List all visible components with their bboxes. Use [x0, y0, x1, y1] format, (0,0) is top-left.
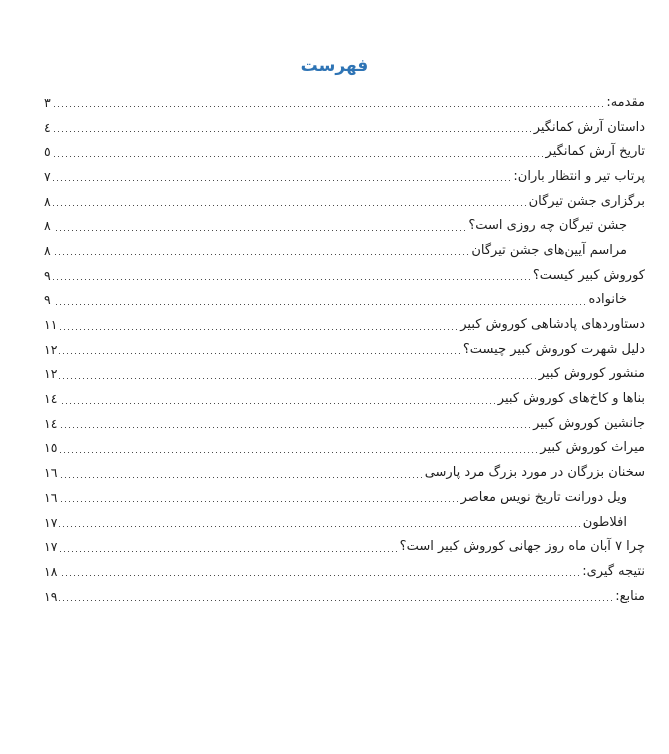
toc-entry[interactable] [44, 436, 645, 461]
toc-entry-label: ویل دورانت تاریخ نویس معاصر [460, 489, 627, 505]
dotted-leader [59, 551, 396, 552]
toc-entry-label: میراث کوروش کبیر [540, 440, 645, 456]
dotted-leader [53, 254, 469, 255]
dotted-leader [53, 230, 466, 231]
toc-entry-label: منشور کوروش کبیر [538, 366, 645, 382]
dotted-leader [59, 403, 494, 404]
dotted-leader [59, 378, 535, 379]
toc-entry-page-number: ١٥ [44, 440, 58, 456]
toc-entry[interactable] [44, 534, 645, 559]
dotted-leader [53, 279, 530, 280]
toc-entry-page-number: ٤ [44, 119, 51, 135]
toc-entry-label: مقدمه: [606, 94, 645, 110]
dotted-leader [59, 526, 579, 527]
dotted-leader [59, 427, 530, 428]
dotted-leader [53, 205, 526, 206]
toc-entry-label: سخنان بزرگان در مورد بزرگ مرد پارسی [424, 465, 645, 481]
toc-entry[interactable] [44, 263, 645, 288]
toc-entry-page-number: ١٢ [44, 341, 58, 357]
toc-entry[interactable] [44, 90, 645, 115]
toc-entry-label: دستاوردهای پادشاهی کوروش کبیر [460, 317, 645, 333]
toc-title: فهرست [300, 56, 369, 76]
toc-entry[interactable] [44, 559, 645, 584]
toc-entry-page-number: ١٢ [44, 366, 58, 382]
dotted-leader [53, 180, 511, 181]
toc-entry-label: کوروش کبیر کیست؟ [532, 267, 645, 283]
toc-entry[interactable] [44, 337, 645, 362]
toc-entry-label: بناها و کاخ‌های کوروش کبیر [497, 391, 645, 407]
toc-entry[interactable] [44, 164, 645, 189]
toc-entry-label: داستان آرش کمانگیر [533, 119, 645, 135]
toc-entry-page-number: ٥ [44, 144, 51, 160]
toc-entry[interactable] [44, 485, 645, 510]
toc-entry-page-number: ١٩ [44, 588, 58, 604]
dotted-leader [53, 304, 586, 305]
toc-entry[interactable] [44, 584, 645, 609]
toc-entry[interactable] [44, 139, 645, 164]
toc-entry[interactable] [44, 362, 645, 387]
toc-entry-label: پرتاب تیر و انتظار باران: [513, 168, 645, 184]
dotted-leader [53, 106, 604, 107]
toc-entry-page-number: ١٦ [44, 489, 58, 505]
toc-entry-page-number: ٩ [44, 292, 51, 308]
toc-entry-page-number: ١٧ [44, 514, 58, 530]
toc-entry-page-number: ٨ [44, 218, 51, 234]
toc-entry-label: دلیل شهرت کوروش کبیر چیست؟ [462, 341, 645, 357]
toc-entry-label: منابع: [615, 588, 645, 604]
dotted-leader [59, 600, 612, 601]
toc-entry-label: افلاطون [582, 514, 627, 530]
toc-list [44, 90, 645, 608]
toc-entry-page-number: ١٦ [44, 465, 58, 481]
dotted-leader [53, 156, 543, 157]
toc-entry-label: خانواده [588, 292, 627, 308]
toc-entry-label: مراسم آیین‌های جشن تیرگان [471, 242, 627, 258]
toc-entry-page-number: ١٤ [44, 415, 58, 431]
toc-entry-page-number: ١٧ [44, 539, 58, 555]
toc-entry-label: جشن تیرگان چه روزی است؟ [468, 218, 627, 234]
toc-entry[interactable] [44, 386, 645, 411]
toc-entry-page-number: ٩ [44, 267, 51, 283]
toc-entry-page-number: ١٨ [44, 563, 58, 579]
dotted-leader [53, 131, 531, 132]
toc-entry[interactable] [44, 238, 645, 263]
dotted-leader [59, 452, 537, 453]
toc-entry[interactable] [44, 510, 645, 535]
dotted-leader [59, 353, 459, 354]
toc-entry-page-number: ١١ [44, 317, 58, 333]
toc-entry-page-number: ٨ [44, 242, 51, 258]
toc-entry[interactable] [44, 288, 645, 313]
toc-entry[interactable] [44, 312, 645, 337]
toc-entry[interactable] [44, 115, 645, 140]
toc-entry[interactable] [44, 411, 645, 436]
toc-entry-label: نتیجه گیری: [582, 563, 645, 579]
toc-entry-page-number: ١٤ [44, 391, 58, 407]
dotted-leader [59, 575, 579, 576]
toc-entry[interactable] [44, 189, 645, 214]
dotted-leader [59, 501, 457, 502]
toc-entry-page-number: ٧ [44, 168, 51, 184]
toc-entry-label: چرا ٧ آبان ماه روز جهانی کوروش کبیر است؟ [399, 539, 645, 555]
toc-entry-page-number: ٣ [44, 94, 51, 110]
dotted-leader [59, 477, 421, 478]
toc-entry-label: تاریخ آرش کمانگیر [545, 144, 645, 160]
toc-entry[interactable] [44, 460, 645, 485]
toc-entry-label: برگزاری جشن تیرگان [528, 193, 645, 209]
toc-entry-label: جانشین کوروش کبیر [533, 415, 645, 431]
dotted-leader [59, 329, 457, 330]
toc-entry-page-number: ٨ [44, 193, 51, 209]
toc-entry[interactable] [44, 213, 645, 238]
